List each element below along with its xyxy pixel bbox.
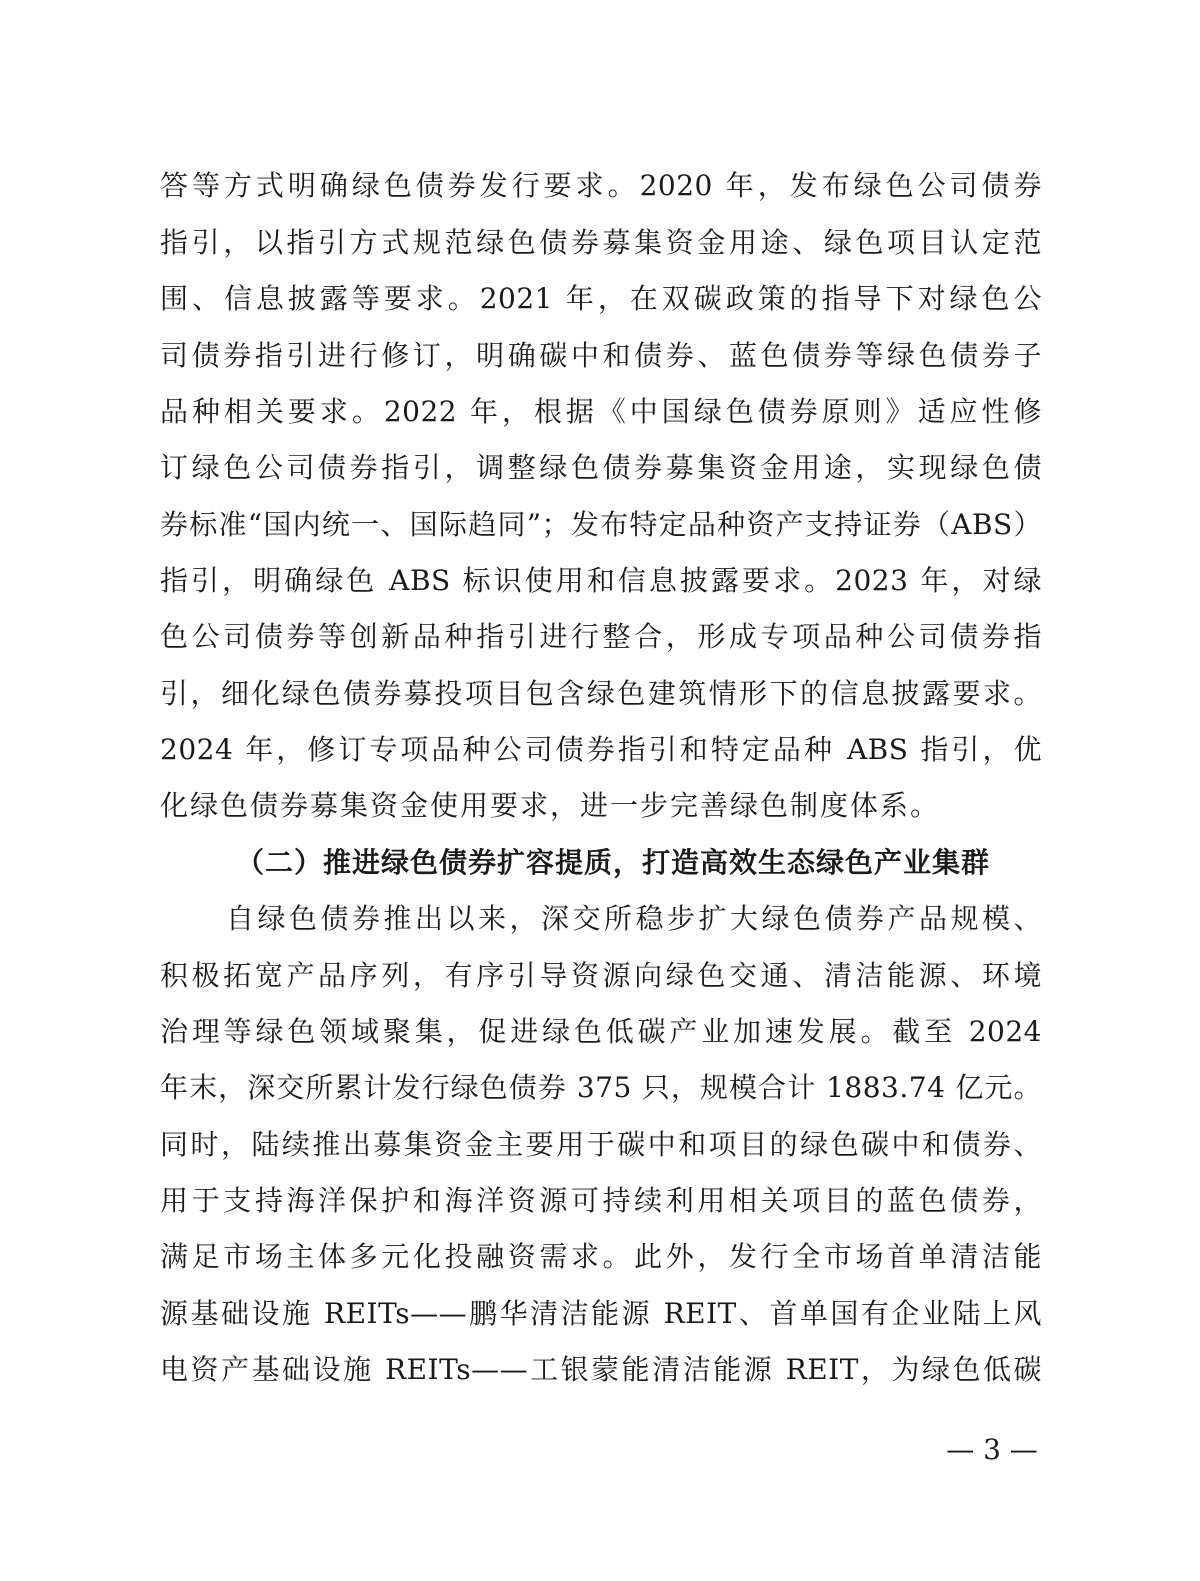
paragraph-line: 化绿色债券募集资金使用要求，进一步完善绿色制度体系。 [160, 789, 941, 822]
paragraph-line: 2024 年，修订专项品种公司债券指引和特定品种 ABS 指引，优 [160, 733, 1042, 766]
paragraph-line: 订绿色公司债券指引，调整绿色债券募集资金用途，实现绿色债 [160, 451, 1042, 484]
paragraph-line: 电资产基础设施 REITs——工银蒙能清洁能源 REIT，为绿色低碳 [160, 1353, 1042, 1386]
paragraph-line: 引，细化绿色债券募投项目包含绿色建筑情形下的信息披露要求。 [160, 677, 1042, 710]
page-number: — 3 — [946, 1433, 1038, 1466]
paragraph-line: 围、信息披露等要求。2021 年，在双碳政策的指导下对绿色公 [160, 282, 1042, 315]
paragraph-line: 年末，深交所累计发行绿色债券 375 只，规模合计 1883.74 亿元。 [160, 1071, 1042, 1104]
paragraph-line: 券标准“国内统一、国际趋同”；发布特定品种资产支持证券（ABS） [160, 508, 1042, 541]
paragraph-line: 品种相关要求。2022 年，根据《中国绿色债券原则》适应性修 [160, 395, 1042, 428]
paragraph-line: 指引，以指引方式规范绿色债券募集资金用途、绿色项目认定范 [160, 226, 1042, 259]
paragraph-line: 色公司债券等创新品种指引进行整合，形成专项品种公司债券指 [160, 620, 1042, 653]
paragraph-line: 源基础设施 REITs——鹏华清洁能源 REIT、首单国有企业陆上风 [160, 1297, 1042, 1330]
paragraph-line: 司债券指引进行修订，明确碳中和债券、蓝色债券等绿色债券子 [160, 339, 1042, 372]
paragraph-line: 答等方式明确绿色债券发行要求。2020 年，发布绿色公司债券 [160, 169, 1042, 202]
paragraph-line: 治理等绿色领域聚集，促进绿色低碳产业加速发展。截至 2024 [160, 1015, 1042, 1048]
paragraph-line: 积极拓宽产品序列，有序引导资源向绿色交通、清洁能源、环境 [160, 959, 1042, 992]
paragraph-line: 自绿色债券推出以来，深交所稳步扩大绿色债券产品规模、 [226, 902, 1042, 935]
section-heading: （二）推进绿色债券扩容提质，打造高效生态绿色产业集群 [236, 846, 991, 879]
paragraph-line: 同时，陆续推出募集资金主要用于碳中和项目的绿色碳中和债券、 [160, 1128, 1042, 1161]
paragraph-line: 用于支持海洋保护和海洋资源可持续利用相关项目的蓝色债券， [160, 1184, 1042, 1217]
paragraph-line: 满足市场主体多元化投融资需求。此外，发行全市场首单清洁能 [160, 1240, 1042, 1273]
paragraph-line: 指引，明确绿色 ABS 标识使用和信息披露要求。2023 年，对绿 [160, 564, 1042, 597]
